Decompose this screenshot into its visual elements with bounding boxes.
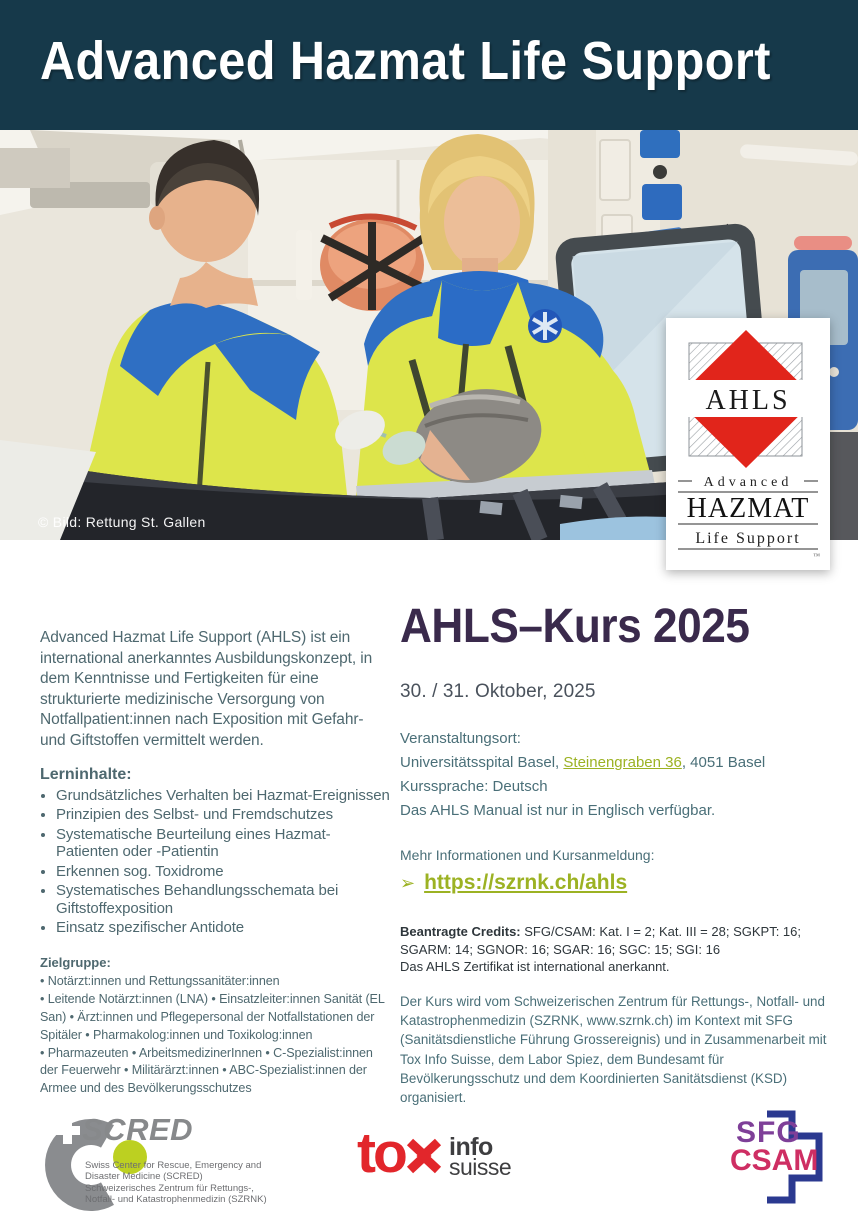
more-info-label: Mehr Informationen und Kursanmeldung: bbox=[400, 847, 655, 863]
list-item: • Grundsätzliches Verhalten bei Hazmat-Ereignissen bbox=[56, 787, 392, 805]
course-title-text: AHLS–Kurs 2025 bbox=[400, 600, 750, 653]
tox-wordmark: to bbox=[357, 1121, 405, 1185]
ahls-word-advanced: Advanced bbox=[703, 475, 793, 490]
arrow-icon: ➢ bbox=[400, 873, 416, 894]
lerninhalte-list bbox=[40, 787, 392, 937]
scred-description bbox=[85, 1160, 267, 1206]
photo-credit: © Bild: Rettung St. Gallen bbox=[38, 514, 206, 530]
credits-values: SFG/CSAM: Kat. I = 2; Kat. III = 28; SGKPT: 16; SGARM: 14; SGNOR: 16; SGAR: 16; SGC: 15; SGI: 16 bbox=[400, 924, 801, 957]
left-column bbox=[40, 628, 392, 1098]
intro-paragraph: Advanced Hazmat Life Support (AHLS) ist ein international anerkanntes Ausbildungskonzept, in dem Kenntnisse und Fertigkeiten für eine strukturierte medizinische Versorgung von Notfallpatient:innen nach Exposition mit Gefahr- und Giftstoffen vermittelt werden. bbox=[40, 629, 373, 750]
page-title bbox=[0, 0, 858, 91]
credits-label: Beantragte Credits: bbox=[400, 924, 521, 939]
sfg-text: SFG bbox=[736, 1116, 801, 1149]
sfg-csam-logo bbox=[728, 1108, 858, 1215]
ahls-logo bbox=[666, 318, 830, 570]
venue-suffix: , 4051 Basel bbox=[681, 754, 766, 771]
list-item: • Systematisches Behandlungsschemata bei Giftstoffexposition bbox=[56, 882, 392, 917]
tox-suisse-text: suisse bbox=[449, 1154, 512, 1180]
ahls-word-lifesupport: Life Support bbox=[695, 530, 801, 547]
csam-text: CSAM bbox=[730, 1144, 819, 1177]
venue-block bbox=[400, 727, 838, 823]
ahls-logo-graphic bbox=[666, 318, 830, 570]
scred-line: Swiss Center for Rescue, Emergency and bbox=[85, 1160, 262, 1171]
tox-info-suisse-logo bbox=[357, 1121, 532, 1197]
scred-line: Notfall- und Katastrophenmedizin (SZRNK) bbox=[85, 1194, 267, 1206]
course-date: 30. / 31. Oktober, 2025 bbox=[400, 681, 596, 702]
registration-link-row bbox=[400, 871, 838, 895]
main-content bbox=[0, 540, 858, 1108]
organizer-paragraph: Der Kurs wird vom Schweizerischen Zentrum für Rettungs-, Notfall- und Katastrophenmedizin (SZRNK, www.szrnk.ch) im Kontext mit SFG (Sanitätsdienstliche Führung Grossereignis) und in Zusammenarbeit mit Tox Info Suisse, dem Labor Spiez, dem Bundesamt für Bevölkerungsschutz und dem Koordinierten Sanitätsdienst (KSD) organisiert. bbox=[400, 993, 827, 1106]
tox-x-icon bbox=[406, 1138, 442, 1174]
list-item: • Einsatz spezifischer Antidote bbox=[56, 919, 392, 937]
zielgruppe-heading: Zielgruppe: bbox=[40, 955, 111, 971]
page-title-text: Advanced Hazmat Life Support bbox=[40, 31, 771, 91]
list-item: • Systematische Beurteilung eines Hazmat-Patienten oder -Patientin bbox=[56, 826, 392, 861]
manual-note: Das AHLS Manual ist nur in Englisch verfügbar. bbox=[400, 802, 716, 819]
zielgruppe-entry: • Notärzt:innen und Rettungssanitäter:innen bbox=[40, 974, 280, 989]
header-banner bbox=[0, 0, 858, 130]
tox-info-text: info bbox=[449, 1133, 493, 1161]
registration-link[interactable]: https://szrnk.ch/ahls bbox=[424, 871, 628, 894]
scred-logo bbox=[38, 1110, 348, 1217]
credits-block bbox=[400, 923, 838, 976]
footer-logos bbox=[0, 1108, 858, 1217]
lerninhalte-heading: Lerninhalte: bbox=[40, 765, 132, 783]
scred-line: Disaster Medicine (SCRED) bbox=[85, 1171, 203, 1183]
zielgruppe-entry: • Pharmazeuten • ArbeitsmedizinerInnen • C-Spezialist:innen der Feuerwehr • Militärärzt:innen • ABC-Spezialist:innen der Armee und des Bevölkerungsschutzes bbox=[40, 1045, 373, 1096]
venue-label: Veranstaltungsort: bbox=[400, 730, 521, 747]
list-item: • Prinzipien des Selbst- und Fremdschutzes bbox=[56, 806, 392, 824]
course-language: Kurssprache: Deutsch bbox=[400, 778, 548, 795]
scred-wordmark: SCRED bbox=[82, 1112, 194, 1147]
ahls-word-hazmat: HAZMAT bbox=[686, 493, 810, 524]
venue-line bbox=[400, 751, 838, 775]
scred-line: Schweizerisches Zentrum für Rettungs-, bbox=[85, 1182, 254, 1194]
zielgruppe-entry: • Leitende Notärzt:innen (LNA) • Einsatzleiter:innen Sanität (EL San) • Ärzt:innen und Pflegepersonal der Notfallstationen der Spitäler • Pharmakolog:innen und Toxikolog:innen bbox=[40, 991, 385, 1042]
ahls-acronym: AHLS bbox=[705, 385, 791, 416]
venue-prefix: Universitätsspital Basel, bbox=[400, 754, 564, 771]
hero-photo-section bbox=[0, 130, 858, 560]
venue-address-link[interactable]: Steinengraben 36 bbox=[563, 754, 682, 771]
right-column bbox=[400, 600, 838, 1107]
trademark-mark: ™ bbox=[813, 552, 820, 560]
course-title bbox=[400, 600, 838, 653]
credits-note: Das AHLS Zertifikat ist international anerkannt. bbox=[400, 959, 670, 975]
list-item: • Erkennen sog. Toxidrome bbox=[56, 863, 392, 881]
